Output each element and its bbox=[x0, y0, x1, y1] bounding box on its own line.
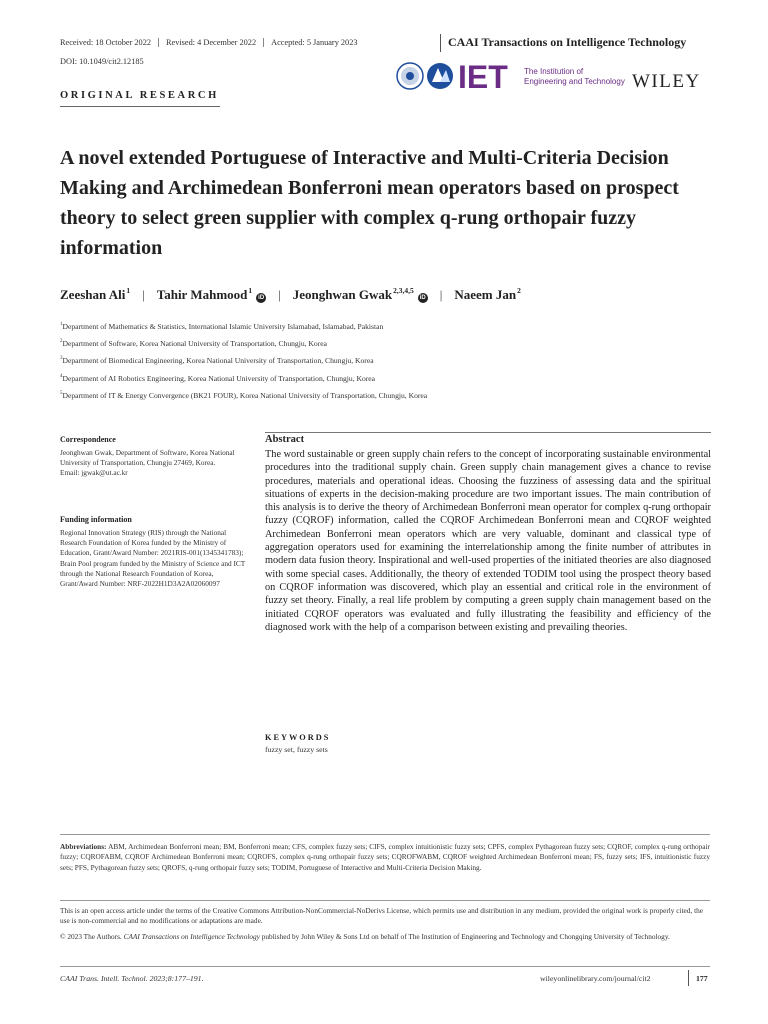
iet-tagline-2: Engineering and Technology bbox=[524, 77, 625, 86]
footer-rule bbox=[60, 966, 710, 967]
affiliation-1: $^1$Department of Mathematics & Statistics, International Islamic University Islamabad, Islamabad, Pakistan bbox=[60, 322, 384, 331]
doi[interactable]: DOI: 10.1049/cit2.12185 bbox=[60, 57, 144, 66]
revised-date: Revised: 4 December 2022 bbox=[159, 38, 264, 47]
received-date: Received: 18 October 2022 bbox=[60, 38, 159, 47]
abstract-rule bbox=[265, 432, 711, 433]
abstract-text: The word sustainable or green supply chain refers to the concept of incorporating sustainable environmental procedures into the traditional supply chain. Green supply chain management gives a chance to revise procedures, materials and operational ideas. Choosing the fuzziness of assessing data and the spiritual situations of experts in the decision-making procedure are two important issues. The main contribution of this analysis is to derive the theory of Archimedean Bonferroni mean operator for complex q-rung orthopair fuzzy (CQROF) information, called the CQROF Archimedean Bonferroni mean and CQROF weighted Archimedean Bonferroni mean operators which are very valuable, dominant and classical type of aggregation operators used for examining the interrelationship among the finite number of attributes in modern data fusion theory. Inspirational and well-used properties of the initiated theories are also diagnosed with some special cases. Additionally, the theory of extended TODIM tool using the prospect theory based on CQROF information was discovered, which play an essential and critical role in the environment of fuzzy set theory. Finally, a real life problem by computing a green supply chain management based on the initiated CQROF operators was evaluated and fully illustrating the feasibility and efficiency of the diagnosed work with the help of a comparison between existing and prevailing theories. bbox=[265, 449, 711, 633]
keywords-heading: KEYWORDS bbox=[265, 733, 331, 742]
funding-text: Regional Innovation Strategy (RIS) through the National Research Foundation of Korea funded by the Ministry of Education, Grant/Award Number: 2021RIS-001(1345341783); Brain Pool program funded by the Ministry of Science and ICT through the National Research Foundation of Korea, Grant/Award Number: NRF-2022H1D3A2A02060097 bbox=[60, 528, 246, 589]
author-1[interactable]: Zeeshan Ali$^1$ bbox=[60, 286, 131, 302]
keywords-text: fuzzy set, fuzzy sets bbox=[265, 745, 328, 754]
orcid-icon[interactable]: iD bbox=[419, 295, 426, 301]
publisher-logos bbox=[396, 58, 710, 96]
iet-wordmark: IET bbox=[458, 59, 508, 95]
iet-logo-icon bbox=[458, 59, 625, 95]
author-3[interactable]: Jeonghwan Gwak$^{2,3,4,5}$iD bbox=[292, 286, 426, 302]
affiliation-3: $^3$Department of Biomedical Engineering, Korea National University of Transportation, Chungju, Korea bbox=[60, 356, 374, 365]
section-rule bbox=[60, 106, 220, 107]
license-text: This is an open access article under the terms of the Creative Commons Attribution-NonCommercial-NoDerivs License, which permits use and distribution in any medium, provided the original work is properly cited, the use is non-commercial and no modifications or adaptations are made. bbox=[60, 906, 703, 926]
affiliation-5: $^5$Department of IT & Energy Convergence (BK21 FOUR), Korea National University of Transportation, Chungju, Korea bbox=[60, 391, 428, 400]
publication-dates bbox=[60, 38, 365, 47]
correspondence-text: Jeonghwan Gwak, Department of Software, Korea National University of Transportation, Chungju 27469, Korea. Email: jgwak@ut.ac.kr bbox=[60, 448, 235, 478]
section-label: ORIGINAL RESEARCH bbox=[60, 90, 219, 101]
footnote-rule bbox=[60, 834, 710, 835]
page-divider bbox=[688, 970, 689, 986]
affiliation-4: $^4$Department of AI Robotics Engineering, Korea National University of Transportation, Chungju, Korea bbox=[60, 374, 376, 383]
funding-heading: Funding information bbox=[60, 515, 132, 524]
author-separator: | bbox=[278, 287, 281, 302]
orcid-icon[interactable]: iD bbox=[258, 295, 265, 301]
author-list bbox=[60, 287, 521, 303]
university-seal-icon bbox=[397, 63, 423, 89]
header-divider bbox=[440, 34, 441, 52]
correspondence-email[interactable]: Email: jgwak@ut.ac.kr bbox=[60, 468, 128, 478]
page-number: 177 bbox=[696, 974, 708, 983]
accepted-date: Accepted: 5 January 2023 bbox=[271, 38, 358, 47]
author-2[interactable]: Tahir Mahmood$^1$iD bbox=[156, 286, 265, 302]
license-rule bbox=[60, 900, 710, 901]
copyright-text: © 2023 The Authors. CAAI Transactions on Intelligence Technology published by John Wiley & Sons Ltd on behalf of The Institution of Engineering and Technology and Chongqing University of Technology. bbox=[60, 932, 670, 941]
author-4[interactable]: Naeem Jan$^2$ bbox=[454, 286, 521, 302]
author-separator: | bbox=[142, 287, 145, 302]
citation: CAAI Trans. Intell. Technol. 2023;8:177–191. bbox=[60, 974, 204, 983]
abbreviations: Abbreviations: ABM, Archimedean Bonferroni mean; BM, Bonferroni mean; CFS, complex fuzzy sets; CIFS, complex intuitionistic fuzzy sets; CPFS, complex Pythagorean fuzzy sets; CQROF, complex q-rung orthopair fuzzy; CQROFABM, CQROF Archimedean Bonferroni mean; CQROFS, complex q-rung orthopair fuzzy sets; CQROFWABM, CQROF weighted Archimedean Bonferroni mean; FS, fuzzy sets; IFS, intuitionistic fuzzy sets; PFS, Pythagorean fuzzy sets; QROFS, q-rung orthopair fuzzy sets; TODIM, Portuguese of Interactive and Multi-Criteria Decision Making. bbox=[60, 842, 710, 872]
caai-logo-icon bbox=[427, 63, 453, 89]
correspondence-heading: Correspondence bbox=[60, 435, 116, 444]
abstract-heading: Abstract bbox=[265, 434, 305, 445]
article-title: A novel extended Portuguese of Interactive and Multi-Criteria Decision Making and Archimedean Bonferroni mean operators based on prospect theory to select green supplier with complex q-rung orthopair fuzzy information bbox=[60, 147, 679, 259]
wiley-logo: WILEY bbox=[632, 71, 701, 92]
affiliation-2: $^2$Department of Software, Korea National University of Transportation, Chungju, Korea bbox=[60, 339, 327, 348]
author-separator: | bbox=[439, 287, 443, 302]
journal-url[interactable]: wileyonlinelibrary.com/journal/cit2 bbox=[540, 974, 651, 983]
journal-name: CAAI Transactions on Intelligence Technology bbox=[448, 35, 687, 49]
iet-tagline-1: The Institution of bbox=[524, 67, 584, 76]
